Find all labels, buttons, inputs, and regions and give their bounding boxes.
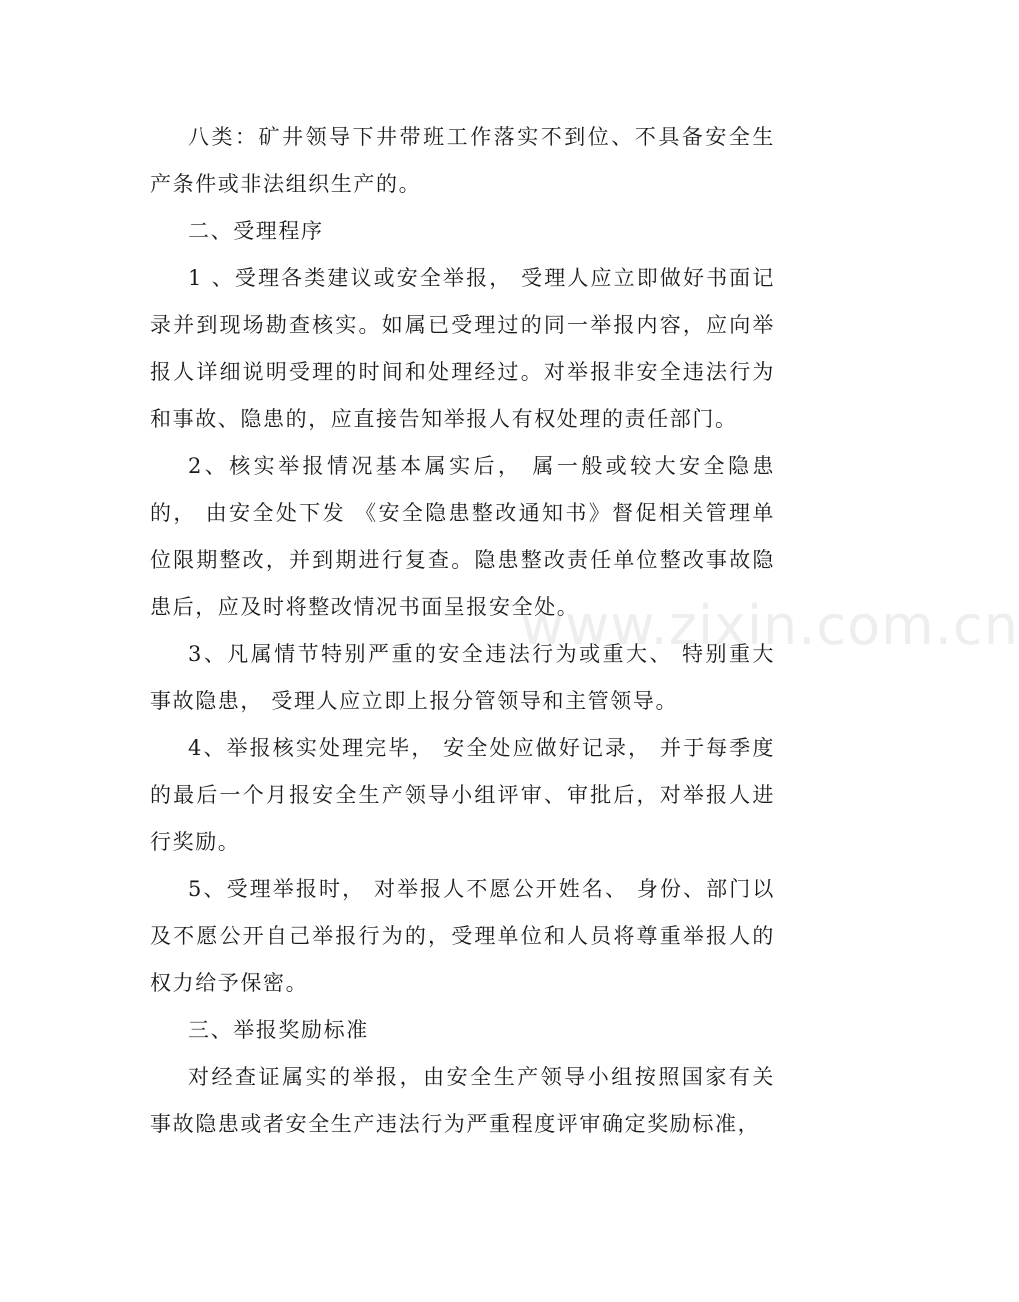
section-heading-procedure: 二、受理程序 [188, 219, 324, 243]
paragraph-procedure-3: 3、凡属情节特别严重的安全违法行为或重大、 特别重大事故隐患， 受理人应立即上报分管领导和主管领导。 [150, 642, 775, 713]
watermark-text: www.zixin.com.cn [520, 594, 1019, 657]
document-body [150, 114, 775, 1148]
paragraph-procedure-1: 1 、受理各类建议或安全举报， 受理人应立即做好书面记录并到现场勘查核实。如属已受理过的同一举报内容，应向举报人详细说明受理的时间和处理经过。对举报非安全违法行为和事故、隐患的，应直接告知举报人有权处理的责任部门。 [150, 266, 775, 431]
paragraph-reward-standard: 对经查证属实的举报，由安全生产领导小组按照国家有关事故隐患或者安全生产违法行为严重程度评审确定奖励标准， [150, 1065, 775, 1136]
paragraph-procedure-2: 2、核实举报情况基本属实后， 属一般或较大安全隐患的， 由安全处下发 《安全隐患整改通知书》督促相关管理单位限期整改，并到期进行复查。隐患整改责任单位整改事故隐患后，应及时将整改情况书面呈报安全处。 [150, 454, 775, 619]
paragraph-category-eight: 八类：矿井领导下井带班工作落实不到位、不具备安全生产条件或非法组织生产的。 [150, 125, 775, 196]
section-heading-reward-standard: 三、举报奖励标准 [188, 1018, 369, 1042]
paragraph-procedure-5: 5、受理举报时， 对举报人不愿公开姓名、 身份、部门以及不愿公开自己举报行为的，受理单位和人员将尊重举报人的权力给予保密。 [150, 877, 775, 995]
paragraph-procedure-4: 4、举报核实处理完毕， 安全处应做好记录， 并于每季度的最后一个月报安全生产领导小组评审、审批后，对举报人进行奖励。 [150, 736, 775, 854]
